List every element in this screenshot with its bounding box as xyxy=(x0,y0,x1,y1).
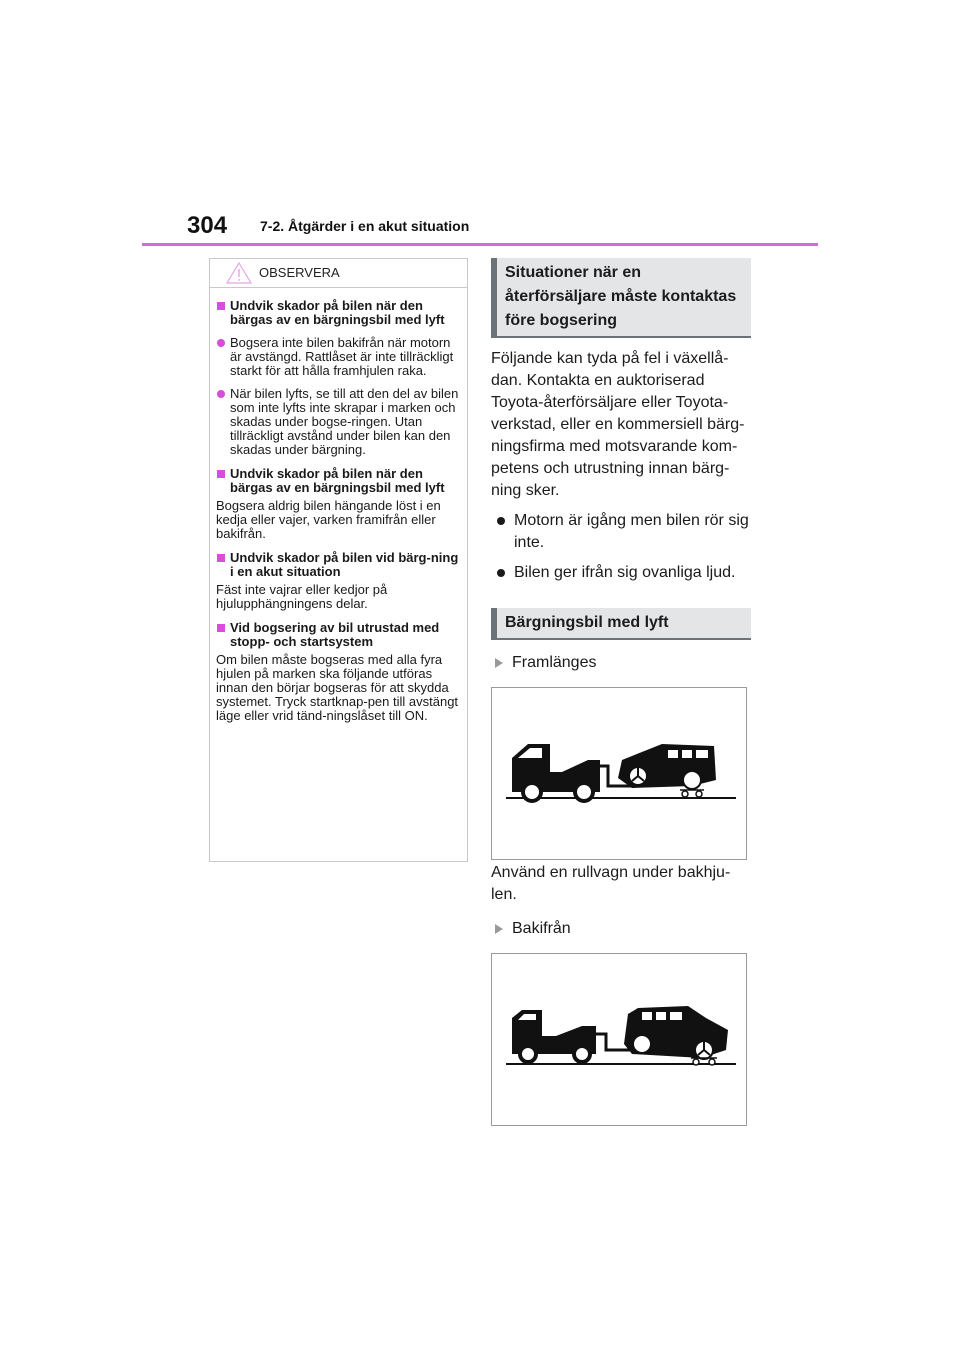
tow-truck-rear-icon xyxy=(492,954,746,1125)
round-bullet-icon xyxy=(217,339,225,347)
figure-caption: Använd en rullvagn under bakhju-len. xyxy=(491,864,731,903)
tow-front-illustration xyxy=(491,687,747,860)
section-heading-tow-truck: Bärgningsbil med lyft xyxy=(491,608,751,640)
warning-heading xyxy=(216,621,459,649)
warning-triangle-icon xyxy=(226,262,252,284)
bullet-dot-icon xyxy=(497,517,505,525)
warning-bullet xyxy=(216,387,459,457)
figure-label xyxy=(491,918,751,940)
warning-bullet-text: Bogsera inte bilen bakifrån när motorn är avstängd. Rattlåset är inte tillräckligt starkt för att hålla framhjulen raka. xyxy=(230,335,454,378)
tow-rear-illustration xyxy=(491,953,747,1126)
triangle-bullet-icon xyxy=(495,924,503,934)
warning-bullet-text: När bilen lyfts, se till att den del av bilen som inte lyfts inte skrapar i marken och skadas under bogse-ringen. Utan tillräckligt avstånd under bilen kan den skadas under bärgning. xyxy=(230,386,459,457)
square-bullet-icon xyxy=(217,624,225,632)
warning-paragraph: Bogsera aldrig bilen hängande löst i en kedja eller vajer, varken framifrån eller bakifrån. xyxy=(216,498,441,541)
figure-label xyxy=(491,652,751,674)
section-body: Följande kan tyda på fel i växellå-dan. Kontakta en auktoriserad Toyota-återförsäljare eller Toyota-verkstad, eller en kommersiell bärg-ningsfirma med motsvarande kom-petens och utrustning innan bärg-ning sker. xyxy=(491,350,745,499)
figure-label-text: Bakifrån xyxy=(512,920,571,937)
warning-heading xyxy=(216,467,459,495)
header-rule xyxy=(142,243,818,246)
warning-paragraph: Fäst inte vajrar eller kedjor på hjulupphängningens delar. xyxy=(216,582,388,611)
right-column xyxy=(491,258,751,1126)
section-title: 7-2. Åtgärder i en akut situation xyxy=(260,218,470,234)
round-bullet-icon xyxy=(217,390,225,398)
warning-header xyxy=(210,259,467,288)
figure-label-text: Framlänges xyxy=(512,654,597,671)
warning-heading-text: Undvik skador på bilen när den bärgas av en bärgningsbil med lyft xyxy=(230,298,445,327)
page-number: 304 xyxy=(187,212,228,239)
square-bullet-icon xyxy=(217,302,225,310)
square-bullet-icon xyxy=(217,554,225,562)
bullet-text: Motorn är igång men bilen rör sig inte. xyxy=(514,512,749,551)
warning-paragraph: Om bilen måste bogseras med alla fyra hjulen på marken ska följande utföras innan den börjar bogseras för att skydda systemet. Tryck startknap-pen till avstängt läge eller vrid tänd-ningslåset till ON. xyxy=(216,652,459,723)
warning-body xyxy=(210,288,467,723)
section-heading-dealer: Situationer när en återförsäljare måste kontaktas före bogsering xyxy=(491,258,751,338)
bullet-dot-icon xyxy=(497,569,505,577)
warning-box xyxy=(209,258,468,862)
bullet-item xyxy=(491,510,751,554)
warning-bullet xyxy=(216,336,459,378)
bullet-text: Bilen ger ifrån sig ovanliga ljud. xyxy=(514,564,736,581)
warning-heading xyxy=(216,551,459,579)
triangle-bullet-icon xyxy=(495,658,503,668)
warning-heading xyxy=(216,299,459,327)
warning-heading-text: Undvik skador på bilen vid bärg-ning i en akut situation xyxy=(230,550,459,579)
warning-heading-text: Vid bogsering av bil utrustad med stopp- och startsystem xyxy=(230,620,440,649)
square-bullet-icon xyxy=(217,470,225,478)
tow-truck-front-icon xyxy=(492,688,746,859)
bullet-item xyxy=(491,562,751,584)
warning-label: OBSERVERA xyxy=(259,265,340,280)
warning-heading-text: Undvik skador på bilen när den bärgas av en bärgningsbil med lyft xyxy=(230,466,445,495)
